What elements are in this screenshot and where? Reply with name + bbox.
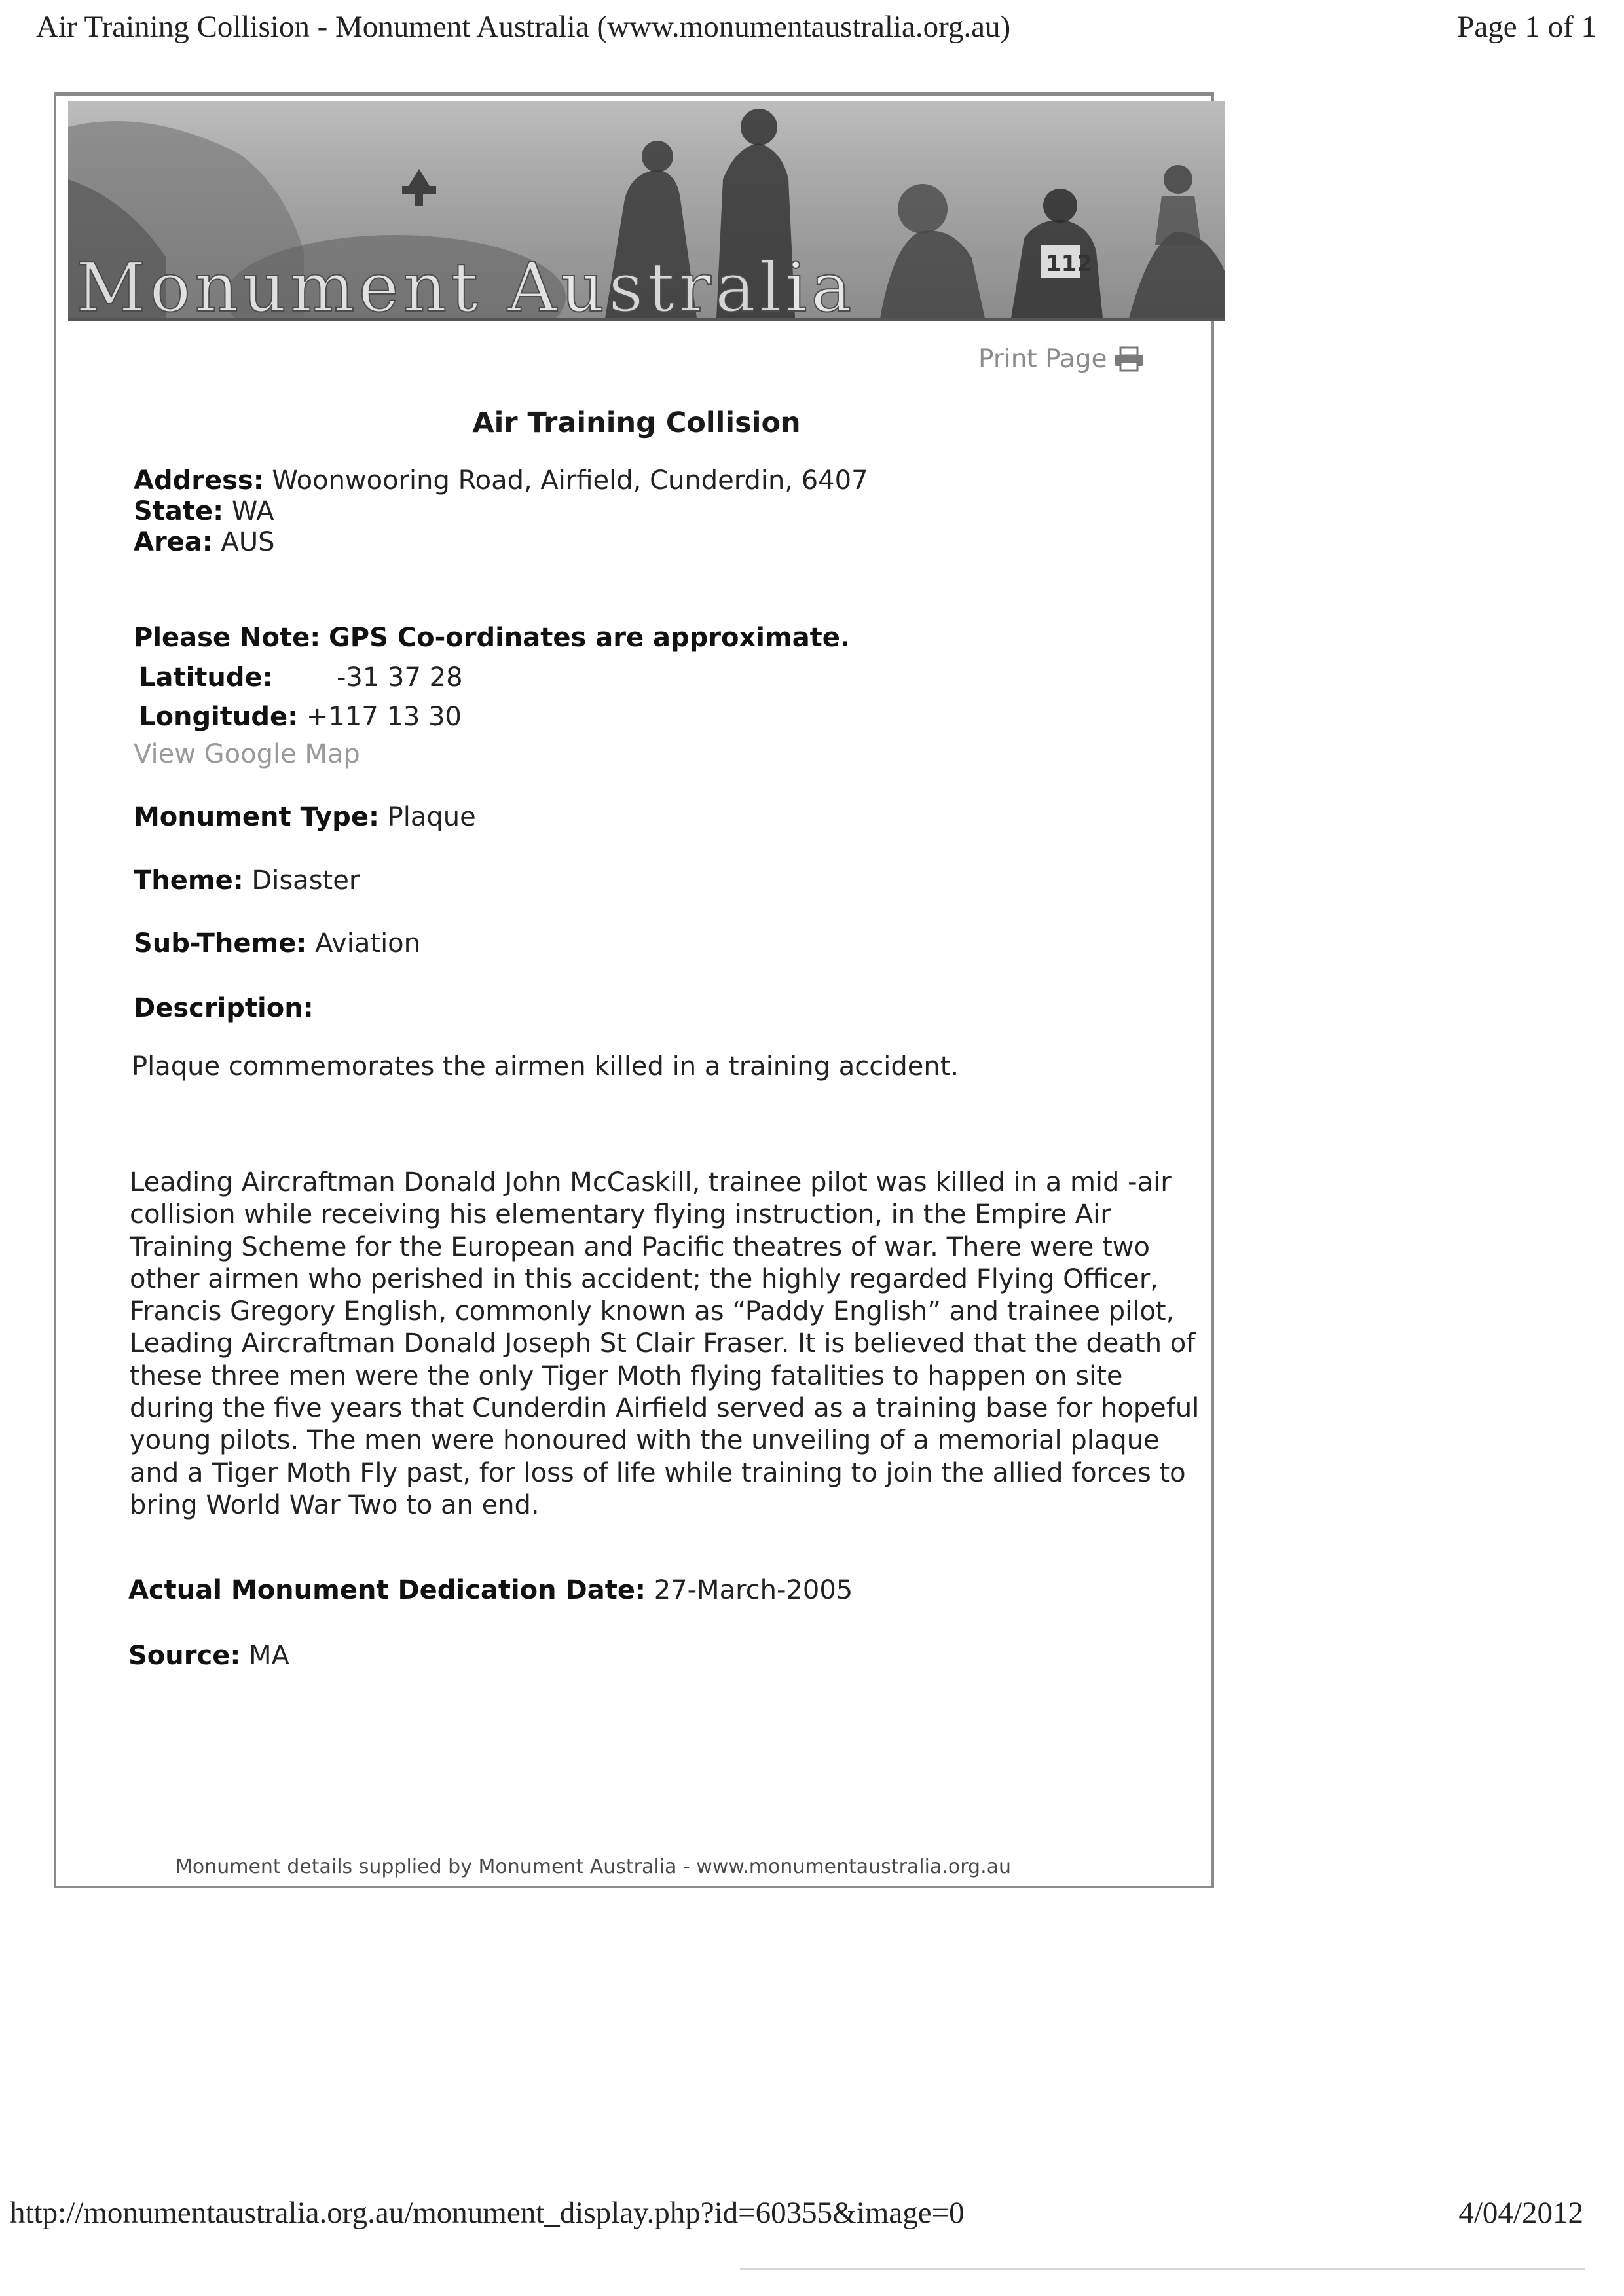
svg-text:112: 112 bbox=[1046, 251, 1092, 277]
gps-note-row bbox=[134, 623, 850, 653]
longitude-row bbox=[139, 702, 462, 732]
site-logo[interactable]: Monument Australia bbox=[76, 247, 856, 321]
monument-type-value: Plaque bbox=[387, 802, 476, 832]
latitude-row bbox=[139, 663, 273, 693]
description-label: Description: bbox=[134, 993, 314, 1023]
source-row bbox=[128, 1641, 289, 1671]
dedication-date-row bbox=[128, 1575, 853, 1605]
print-page-button[interactable] bbox=[978, 344, 1145, 374]
subtheme-label: Sub-Theme: bbox=[134, 928, 307, 958]
latitude-value: -31 37 28 bbox=[337, 663, 463, 693]
frame-footer-credit: Monument details supplied by Monument Australia - www.monumentaustralia.org.au bbox=[175, 1855, 1012, 1878]
print-header-page-number: Page 1 of 1 bbox=[1457, 10, 1596, 44]
print-page-label: Print Page bbox=[978, 344, 1107, 374]
dedication-date-value: 27-March-2005 bbox=[654, 1575, 853, 1605]
source-value: MA bbox=[249, 1641, 289, 1671]
state-value: WA bbox=[231, 496, 274, 526]
page-title: Air Training Collision bbox=[472, 407, 801, 439]
longitude-value: +117 13 30 bbox=[306, 702, 462, 732]
gps-note-value: GPS Co-ordinates are approximate. bbox=[328, 623, 851, 653]
view-google-map-link[interactable]: View Google Map bbox=[134, 739, 360, 769]
area-value: AUS bbox=[221, 527, 275, 557]
state-row bbox=[134, 496, 274, 526]
monument-type-row bbox=[134, 802, 476, 832]
print-footer-url: http://monumentaustralia.org.au/monument_display.php?id=60355&image=0 bbox=[10, 2196, 965, 2230]
print-header-title: Air Training Collision - Monument Australia (www.monumentaustralia.org.au) bbox=[36, 10, 1011, 44]
print-footer-date: 4/04/2012 bbox=[1458, 2196, 1583, 2230]
address-value: Woonwooring Road, Airfield, Cunderdin, 6407 bbox=[272, 465, 868, 496]
latitude-label: Latitude: bbox=[139, 663, 273, 693]
area-row bbox=[134, 527, 275, 557]
longitude-label: Longitude: bbox=[139, 702, 299, 732]
site-banner[interactable] bbox=[68, 101, 1225, 321]
description-summary: Plaque commemorates the airmen killed in a training accident. bbox=[132, 1051, 959, 1082]
monument-page-frame bbox=[54, 92, 1214, 1888]
description-body: Leading Aircraftman Donald John McCaskill, trainee pilot was killed in a mid -air collision while receiving his elementary flying instruction, in the Empire Air Training Scheme for the European and Pacific theatres of war. There were two other airmen who perished in this accident; the highly regarded Flying Officer, Francis Gregory English, commonly known as “Paddy English” and trainee pilot, Leading Aircraftman Donald Joseph St Clair Fraser. It is believed that the death of these three men were the only Tiger Moth flying fatalities to happen on site during the five years that Cunderdin Airfield served as a training base for hopeful young pilots. The men were honoured with the unveiling of a memorial plaque and a Tiger Moth Fly past, for loss of life while training to join the allied forces to bring World War Two to an end. bbox=[130, 1167, 1200, 1520]
monument-type-label: Monument Type: bbox=[134, 802, 379, 832]
description-heading bbox=[134, 993, 314, 1023]
subtheme-value: Aviation bbox=[315, 928, 420, 958]
theme-label: Theme: bbox=[134, 866, 244, 896]
theme-value: Disaster bbox=[251, 866, 360, 896]
theme-row bbox=[134, 866, 360, 896]
address-label: Address: bbox=[134, 465, 264, 496]
state-label: State: bbox=[134, 496, 224, 526]
printer-icon bbox=[1113, 346, 1145, 373]
dedication-date-label: Actual Monument Dedication Date: bbox=[128, 1575, 646, 1605]
address-row bbox=[134, 465, 868, 496]
scan-divider bbox=[740, 2268, 1585, 2270]
subtheme-row bbox=[134, 928, 420, 958]
gps-note-label: Please Note: bbox=[134, 623, 321, 653]
source-label: Source: bbox=[128, 1641, 241, 1671]
area-label: Area: bbox=[134, 527, 213, 557]
